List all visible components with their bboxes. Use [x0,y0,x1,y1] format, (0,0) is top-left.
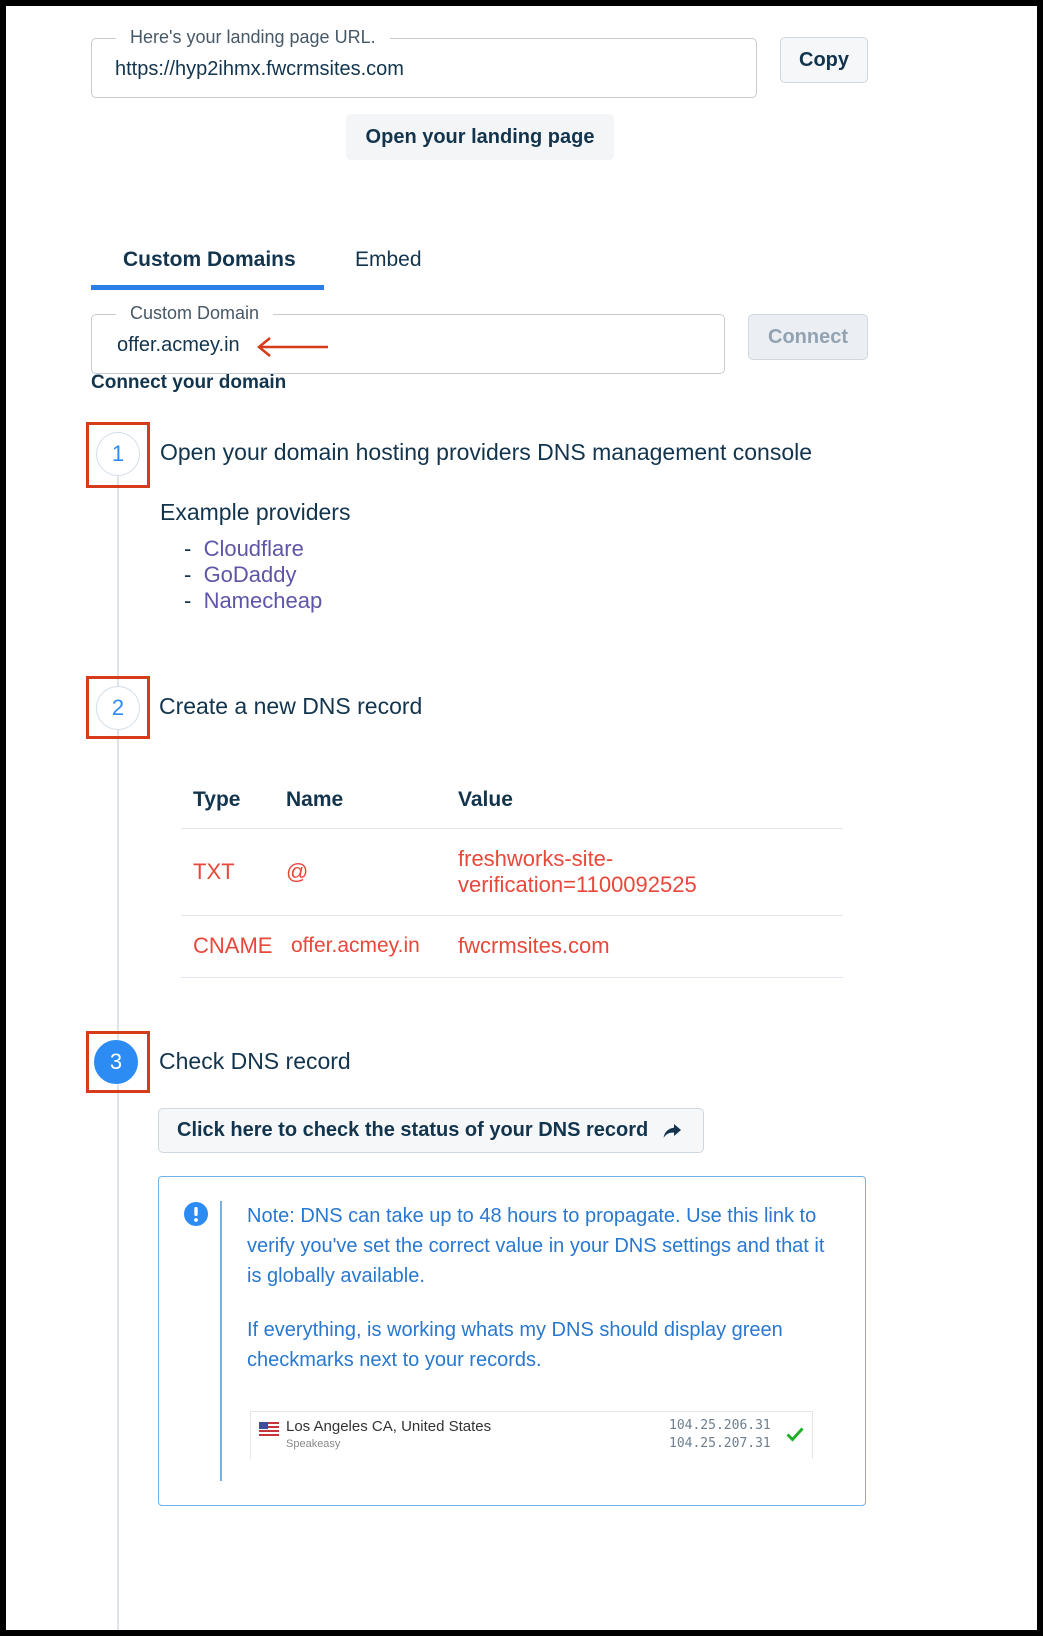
red-arrow-icon [254,335,330,359]
landing-url-field[interactable] [91,27,757,98]
column-header-value: Value [458,787,513,811]
step-3-highlight [86,1031,150,1093]
note-paragraph-2: If everything, is working whats my DNS should display green checkmarks next to your records. [247,1319,783,1371]
tab-custom-domains[interactable]: Custom Domains [123,248,296,271]
step-1-title: Open your domain hosting providers DNS management console [160,439,813,465]
sample-provider: Speakeasy [286,1438,341,1450]
step-2-title: Create a new DNS record [159,693,423,719]
green-check-icon [786,1426,804,1442]
dns-records-table [181,772,843,978]
record-name: offer.acmey.in [286,915,458,977]
landing-url-legend: Here's your landing page URL. [116,27,390,48]
provider-link-namecheap[interactable]: Namecheap [203,588,323,613]
provider-link-cloudflare[interactable]: Cloudflare [203,536,304,561]
table-row [181,915,843,977]
page [6,6,1037,1630]
column-header-name: Name [286,787,344,811]
step-1-circle: 1 [96,432,140,476]
custom-domain-legend: Custom Domain [116,303,273,324]
custom-domain-field[interactable] [91,303,725,374]
active-tab-indicator [91,285,324,290]
list-item: - Cloudflare [184,536,304,561]
record-value [458,828,843,915]
record-type: TXT [181,828,286,915]
sample-ip-1: 104.25.206.31 [669,1418,771,1433]
step-3-circle: 3 [94,1040,138,1084]
record-type: CNAME [181,915,286,977]
info-icon [183,1201,209,1227]
connect-domain-heading: Connect your domain [91,372,287,393]
note-divider [220,1201,222,1481]
check-dns-status-label: Click here to check the status of your DNS record [177,1119,649,1141]
record-value: fwcrmsites.com [458,915,843,977]
list-item: - GoDaddy [184,562,297,587]
list-item: - Namecheap [184,588,323,613]
custom-domain-value: offer.acmey.in [117,334,240,356]
column-header-type: Type [193,787,241,811]
record-value-line: verification=1100092525 [458,871,697,897]
providers-list [184,536,322,614]
connect-button[interactable]: Connect [748,314,868,360]
tab-embed[interactable]: Embed [355,248,422,271]
sample-ip-2: 104.25.207.31 [669,1436,771,1451]
step-3-title: Check DNS record [159,1048,351,1074]
dns-note-box [158,1176,866,1506]
copy-button[interactable]: Copy [780,37,868,83]
record-value-line: freshworks-site- [458,845,614,871]
table-row [181,828,843,915]
note-paragraph-1: Note: DNS can take up to 48 hours to propagate. Use this link to verify you've set the correct value in your DNS settings and that it is globally available. [247,1205,825,1287]
dns-sample-screenshot [250,1411,813,1459]
step-2-circle: 2 [96,686,140,730]
step-2-highlight [86,676,150,739]
provider-link-godaddy[interactable]: GoDaddy [203,562,297,587]
share-arrow-icon [662,1122,682,1140]
check-dns-status-button[interactable] [158,1108,704,1153]
table-header-row [181,772,843,828]
example-providers-label: Example providers [160,499,351,525]
us-flag-icon [259,1422,279,1436]
open-landing-page-button[interactable]: Open your landing page [346,114,614,160]
record-name: @ [286,828,458,915]
sample-location: Los Angeles CA, United States [286,1418,492,1435]
landing-url-value: https://hyp2ihmx.fwcrmsites.com [115,58,404,80]
step-1-highlight [86,422,150,488]
